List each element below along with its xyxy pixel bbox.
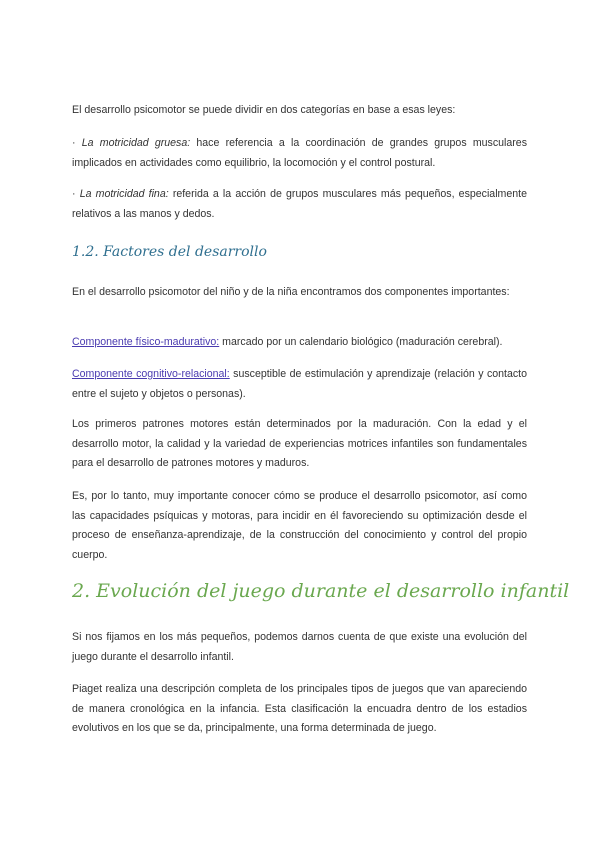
piaget-paragraph: Piaget realiza una descripción completa de los principales tipos de juegos que van apareciendo de manera cronológica en la infancia. Esta clasificación la encuadra dentro de los estadios evolutivos en los que se da, principalmente, una forma determinada de juego. (72, 683, 527, 734)
section-heading-factores: 1.2. Factores del desarrollo (72, 244, 267, 260)
importante-paragraph: Es, por lo tanto, muy importante conocer cómo se produce el desarrollo psicomotor, así como las capacidades psíquicas y motoras, para incidir en él favoreciendo su optimización desde el proceso de enseñanza-aprendizaje, de la construcción del conocimiento y control del propio cuerpo. (72, 490, 527, 561)
fijamos-paragraph: Si nos fijamos en los más pequeños, podemos darnos cuenta de que existe una evolución del juego durante el desarrollo infantil. (72, 631, 527, 663)
motricidad-gruesa-paragraph (72, 134, 527, 173)
fina-term: La motricidad fina: (79, 188, 169, 200)
componente-cognitivo-paragraph (72, 365, 527, 404)
componente-cognitivo-text: susceptible de estimulación y aprendizaje (relación y contacto entre el sujeto y objetos o personas). (72, 368, 527, 400)
componente-fisico-text: marcado por un calendario biológico (maduración cerebral). (219, 336, 503, 348)
intro-paragraph: El desarrollo psicomotor se puede dividir en dos categorías en base a esas leyes: (72, 104, 456, 116)
motricidad-fina-paragraph (72, 185, 527, 224)
componente-fisico-link[interactable]: Componente físico-madurativo: (72, 336, 220, 348)
patrones-paragraph: Los primeros patrones motores están determinados por la maduración. Con la edad y el desarrollo motor, la calidad y la variedad de experiencias motrices infantiles son fundamentales para el desarrollo de patrones motores y maduros. (72, 418, 527, 469)
section-heading-evolucion: 2. Evolución del juego durante el desarrollo infantil (72, 580, 570, 602)
fina-text: referida a la acción de grupos musculares más pequeños, especialmente relativos a las manos y dedos. (72, 188, 527, 220)
bullet: · (72, 137, 82, 149)
factores-intro-paragraph: En el desarrollo psicomotor del niño y de la niña encontramos dos componentes importantes: (72, 286, 510, 298)
gruesa-term: La motricidad gruesa: (81, 137, 191, 149)
gruesa-text: hace referencia a la coordinación de grandes grupos musculares implicados en actividades como equilibrio, la locomoción y el control postural. (72, 137, 527, 169)
componente-fisico-paragraph (72, 333, 527, 353)
componente-cognitivo-link[interactable]: Componente cognitivo-relacional: (72, 368, 230, 380)
bullet: · (72, 188, 80, 200)
